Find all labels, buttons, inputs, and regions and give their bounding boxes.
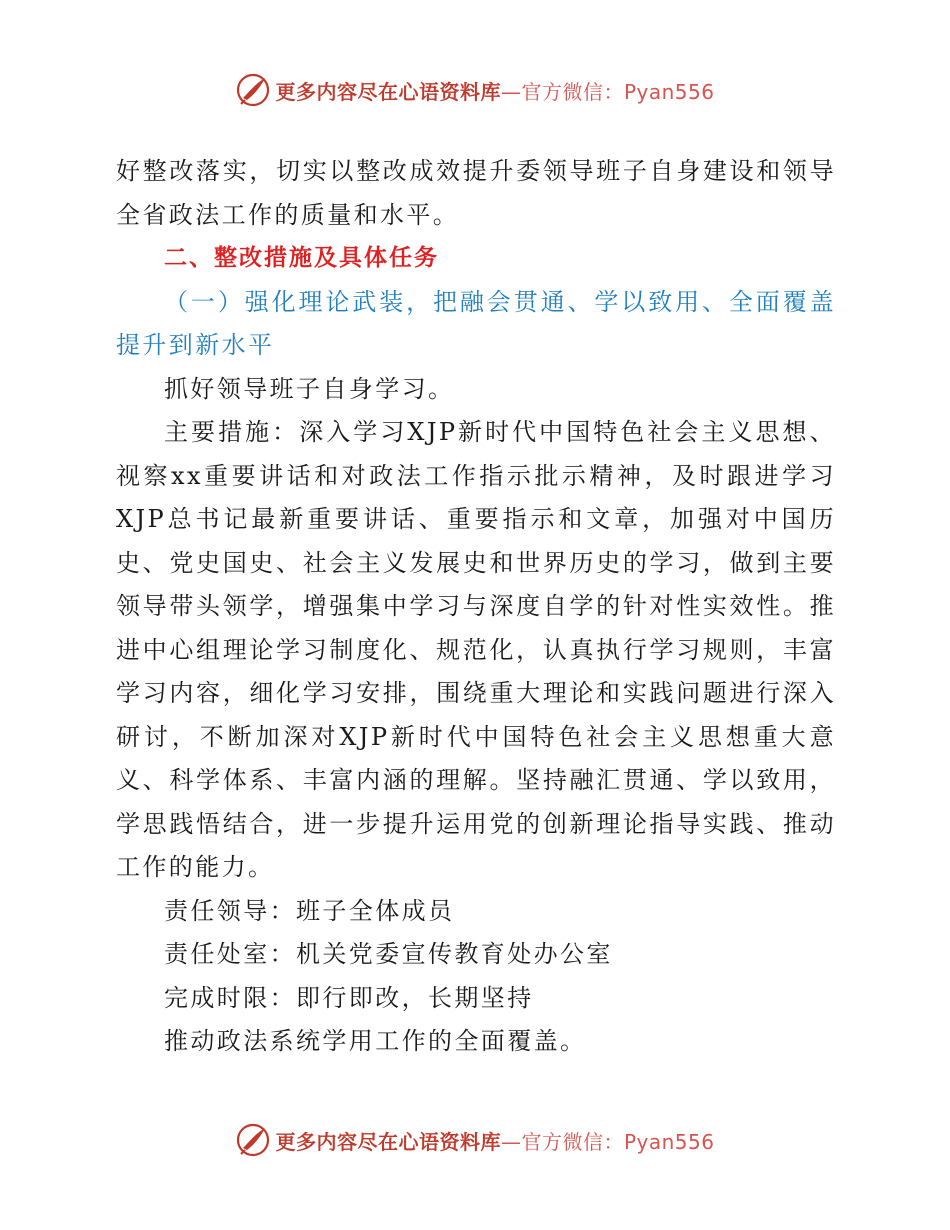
- subsection-heading-2-1: （一）强化理论武装，把融会贯通、学以致用、全面覆盖提升到新水平: [116, 287, 836, 359]
- banner-main-text: 更多内容尽在心语资料库: [275, 79, 501, 104]
- banner-sub-text: —官方微信：Pyan556: [500, 79, 715, 104]
- section-heading-2: 二、整改措施及具体任务: [164, 245, 439, 271]
- paragraph-task-1: 抓好领导班子自身学习。: [164, 374, 455, 403]
- paragraph-responsible-office: 责任处室：机关党委宣传教育处办公室: [164, 940, 613, 968]
- banner-main-text: 更多内容尽在心语资料库: [275, 1129, 501, 1154]
- quill-logo-icon: [235, 72, 271, 108]
- paragraph-measures: 主要措施：深入学习XJP新时代中国特色社会主义思想、视察xx重要讲话和对政法工作指示批示精神，及时跟进学习XJP总书记最新重要讲话、重要指示和文章，加强对中国历史、党史国史、社会主义发展史和世界历史的学习，做到主要领导带头领学，增强集中学习与深度自学的针对性实效性。推进中心组理论学习制度化、规范化，认真执行学习规则，丰富学习内容，细化学习安排，围绕重大理论和实践问题进行深入研讨，不断加深对XJP新时代中国特色社会主义思想重大意义、科学体系、丰富内涵的理解。坚持融汇贯通、学以致用，学思践悟结合，进一步提升运用党的创新理论指导实践、推动工作的能力。: [116, 418, 836, 881]
- paragraph-deadline: 完成时限：即行即改，长期坚持: [164, 983, 534, 1012]
- footer-banner: [0, 1120, 950, 1160]
- paragraph-continuation: 好整改落实，切实以整改成效提升委领导班子自身建设和领导全省政法工作的质量和水平。: [116, 157, 836, 229]
- banner-sub-text: —官方微信：Pyan556: [500, 1129, 715, 1154]
- document-body: [116, 150, 836, 1064]
- header-banner: [0, 70, 950, 110]
- paragraph-task-2: 推动政法系统学用工作的全面覆盖。: [164, 1027, 587, 1055]
- quill-logo-icon: [235, 1122, 271, 1158]
- paragraph-responsible-leader: 责任领导：班子全体成员: [164, 896, 455, 925]
